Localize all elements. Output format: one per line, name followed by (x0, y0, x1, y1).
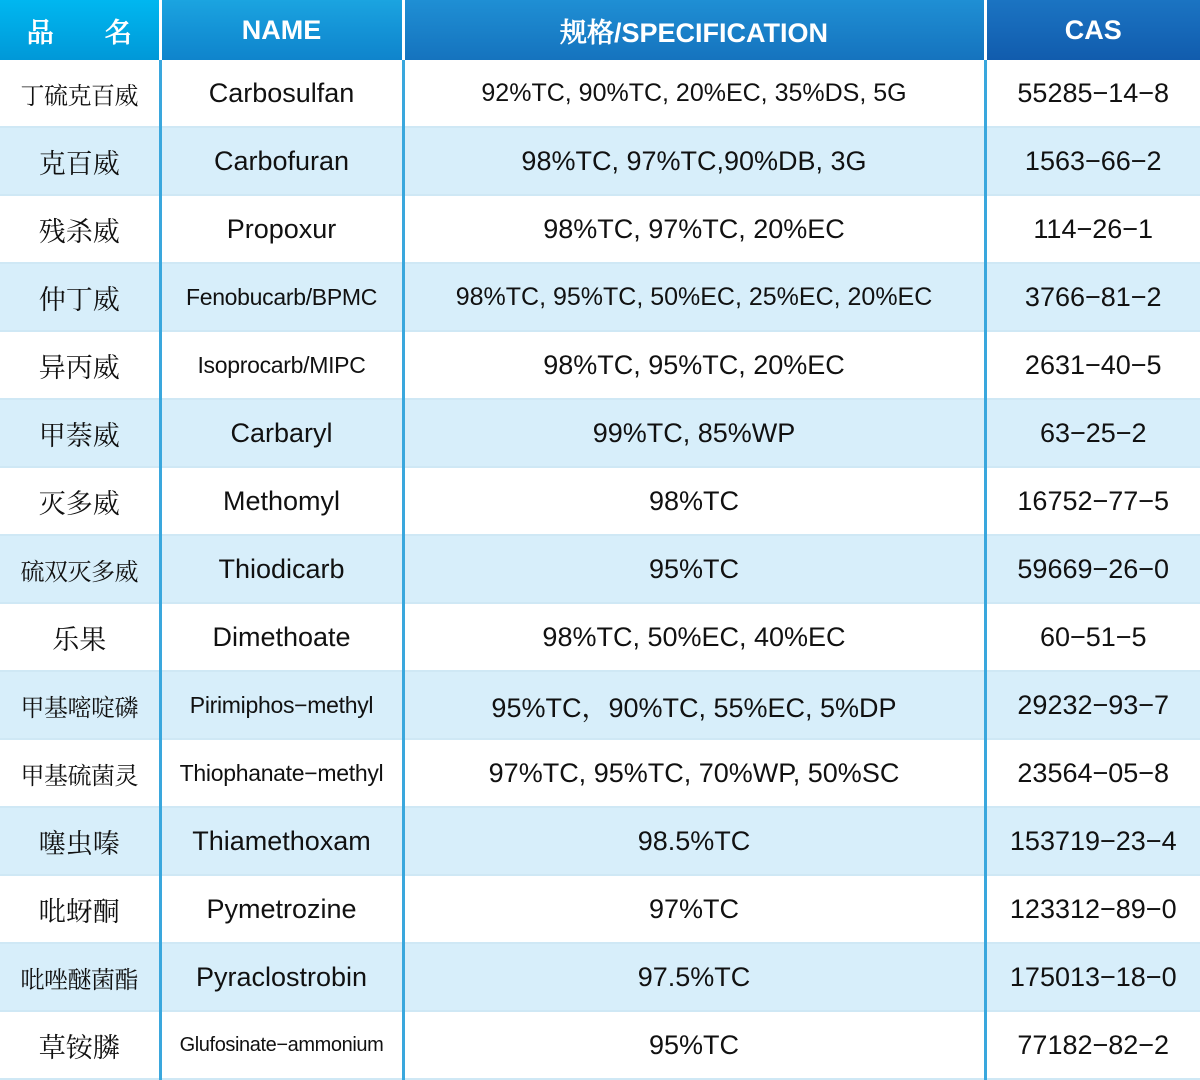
cell-cas: 55285−14−8 (985, 60, 1200, 127)
table-row (0, 1011, 1200, 1079)
table-body (0, 60, 1200, 1079)
cell-chinese-name: 吡唑醚菌酯 (0, 943, 160, 1011)
cell-name: Dimethoate (160, 603, 403, 671)
cell-name: Thiodicarb (160, 535, 403, 603)
table-row (0, 875, 1200, 943)
cell-chinese-name: 残杀威 (0, 195, 160, 263)
cell-cas: 153719−23−4 (985, 807, 1200, 875)
cell-specification: 95%TC (403, 535, 985, 603)
table-row (0, 60, 1200, 127)
cell-chinese-name: 甲基嘧啶磷 (0, 671, 160, 739)
cell-chinese-name: 甲萘威 (0, 399, 160, 467)
cell-cas: 63−25−2 (985, 399, 1200, 467)
cell-chinese-name: 仲丁威 (0, 263, 160, 331)
cell-cas: 2631−40−5 (985, 331, 1200, 399)
cell-specification: 97%TC (403, 875, 985, 943)
cell-specification: 95%TC，90%TC, 55%EC, 5%DP (403, 671, 985, 739)
cell-specification: 98%TC, 97%TC, 20%EC (403, 195, 985, 263)
header-cell-specification: 规格/SPECIFICATION (403, 0, 985, 60)
cell-name: Fenobucarb/BPMC (160, 263, 403, 331)
cell-cas: 3766−81−2 (985, 263, 1200, 331)
table-row (0, 127, 1200, 195)
cell-specification: 98%TC, 95%TC, 50%EC, 25%EC, 20%EC (403, 263, 985, 331)
table-row (0, 399, 1200, 467)
cell-specification: 98%TC, 97%TC,90%DB, 3G (403, 127, 985, 195)
header-cell-chinese-name: 品 名 (0, 0, 160, 60)
cell-specification: 98%TC, 95%TC, 20%EC (403, 331, 985, 399)
table-header (0, 0, 1200, 60)
table-row (0, 671, 1200, 739)
cell-specification: 97.5%TC (403, 943, 985, 1011)
cell-cas: 59669−26−0 (985, 535, 1200, 603)
table-row (0, 943, 1200, 1011)
cell-cas: 60−51−5 (985, 603, 1200, 671)
cell-name: Methomyl (160, 467, 403, 535)
cell-specification: 95%TC (403, 1011, 985, 1079)
cell-cas: 114−26−1 (985, 195, 1200, 263)
cell-chinese-name: 克百威 (0, 127, 160, 195)
cell-name: Pyraclostrobin (160, 943, 403, 1011)
table-row (0, 603, 1200, 671)
cell-specification: 98%TC, 50%EC, 40%EC (403, 603, 985, 671)
cell-chinese-name: 甲基硫菌灵 (0, 739, 160, 807)
cell-cas: 77182−82−2 (985, 1011, 1200, 1079)
table-row (0, 807, 1200, 875)
cell-cas: 175013−18−0 (985, 943, 1200, 1011)
cell-chinese-name: 草铵膦 (0, 1011, 160, 1079)
cell-specification: 99%TC, 85%WP (403, 399, 985, 467)
cell-name: Pirimiphos−methyl (160, 671, 403, 739)
cell-cas: 1563−66−2 (985, 127, 1200, 195)
cell-name: Isoprocarb/MIPC (160, 331, 403, 399)
table-row (0, 195, 1200, 263)
cell-chinese-name: 乐果 (0, 603, 160, 671)
cell-cas: 29232−93−7 (985, 671, 1200, 739)
cell-specification: 97%TC, 95%TC, 70%WP, 50%SC (403, 739, 985, 807)
table-row (0, 535, 1200, 603)
cell-name: Thiophanate−methyl (160, 739, 403, 807)
table-row (0, 467, 1200, 535)
header-cell-name: NAME (160, 0, 403, 60)
table-row (0, 331, 1200, 399)
cell-specification: 92%TC, 90%TC, 20%EC, 35%DS, 5G (403, 60, 985, 127)
header-row (0, 0, 1200, 60)
cell-name: Carbofuran (160, 127, 403, 195)
cell-chinese-name: 灭多威 (0, 467, 160, 535)
cell-cas: 16752−77−5 (985, 467, 1200, 535)
cell-chinese-name: 硫双灭多威 (0, 535, 160, 603)
cell-name: Thiamethoxam (160, 807, 403, 875)
cell-chinese-name: 吡蚜酮 (0, 875, 160, 943)
cell-name: Carbaryl (160, 399, 403, 467)
cell-specification: 98.5%TC (403, 807, 985, 875)
cell-chinese-name: 异丙威 (0, 331, 160, 399)
cell-name: Glufosinate−ammonium (160, 1011, 403, 1079)
cell-name: Carbosulfan (160, 60, 403, 127)
cell-chinese-name: 噻虫嗪 (0, 807, 160, 875)
cell-name: Pymetrozine (160, 875, 403, 943)
table-row (0, 739, 1200, 807)
table-row (0, 263, 1200, 331)
header-cell-cas: CAS (985, 0, 1200, 60)
cell-cas: 23564−05−8 (985, 739, 1200, 807)
cell-cas: 123312−89−0 (985, 875, 1200, 943)
cell-chinese-name: 丁硫克百威 (0, 60, 160, 127)
cell-specification: 98%TC (403, 467, 985, 535)
cell-name: Propoxur (160, 195, 403, 263)
